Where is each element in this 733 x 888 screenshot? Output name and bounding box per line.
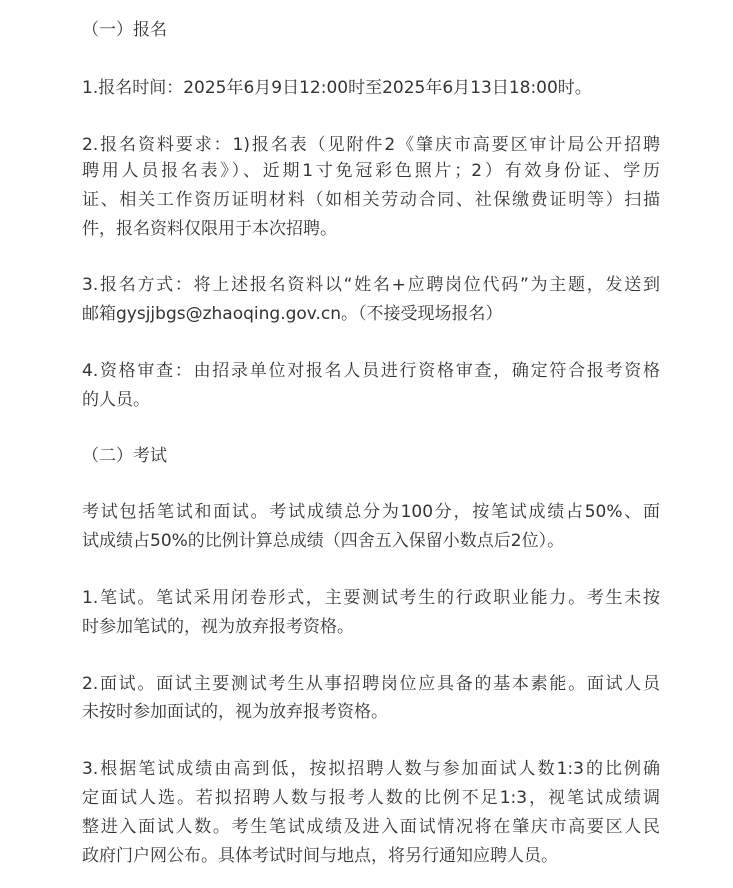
written-exam-line-2: 时参加笔试的，视为放弃报考资格。 — [82, 617, 354, 637]
registration-method-line-1: 3.报名方式：将上述报名资料以“姓名+应聘岗位代码”为主题，发送到 — [82, 275, 660, 295]
qualification-review-line-2: 的人员。 — [82, 390, 150, 410]
registration-materials-line-4: 件，报名资料仅限用于本次招聘。 — [82, 219, 337, 239]
registration-materials-line-2: 聘用人员报名表》）、近期1寸免冠彩色照片；2）有效身份证、学历 — [82, 161, 660, 181]
section-heading-exam: （二）考试 — [82, 446, 167, 466]
registration-time-line-1: 1.报名时间：2025年6月9日12:00时至2025年6月13日18:00时。 — [82, 78, 592, 98]
section-heading-registration: （一）报名 — [82, 20, 167, 40]
interview-line-1: 2.面试。面试主要测试考生从事招聘岗位应具备的基本素能。面试人员 — [82, 674, 660, 694]
registration-materials-line-3: 证、相关工作资历证明材料（如相关劳动合同、社保缴费证明等）扫描 — [82, 190, 660, 210]
exam-intro-line-2: 试成绩占50%的比例计算总成绩（四舍五入保留小数点后2位）。 — [82, 531, 565, 551]
exam-intro-line-1: 考试包括笔试和面试。考试成绩总分为100分，按笔试成绩占50%、面 — [82, 502, 660, 522]
interview-selection-line-4: 政府门户网公布。具体考试时间与地点，将另行通知应聘人员。 — [82, 846, 558, 866]
interview-line-2: 未按时参加面试的，视为放弃报考资格。 — [82, 702, 388, 722]
interview-selection-line-1: 3.根据笔试成绩由高到低，按拟招聘人数与参加面试人数1:3的比例确 — [82, 759, 660, 779]
registration-method-line-2: 邮箱gysjjbgs@zhaoqing.gov.cn。（不接受现场报名） — [82, 304, 503, 324]
interview-selection-line-3: 整进入面试人数。考生笔试成绩及进入面试情况将在肇庆市高要区人民 — [82, 817, 660, 837]
written-exam-line-1: 1.笔试。笔试采用闭卷形式，主要测试考生的行政职业能力。考生未按 — [82, 588, 660, 608]
qualification-review-line-1: 4.资格审查：由招录单位对报名人员进行资格审查，确定符合报考资格 — [82, 361, 660, 381]
interview-selection-line-2: 定面试人选。若拟招聘人数与报考人数的比例不足1:3，视笔试成绩调 — [82, 788, 660, 808]
registration-materials-line-1: 2.报名资料要求：1)报名表（见附件2《肇庆市高要区审计局公开招聘 — [82, 135, 660, 155]
